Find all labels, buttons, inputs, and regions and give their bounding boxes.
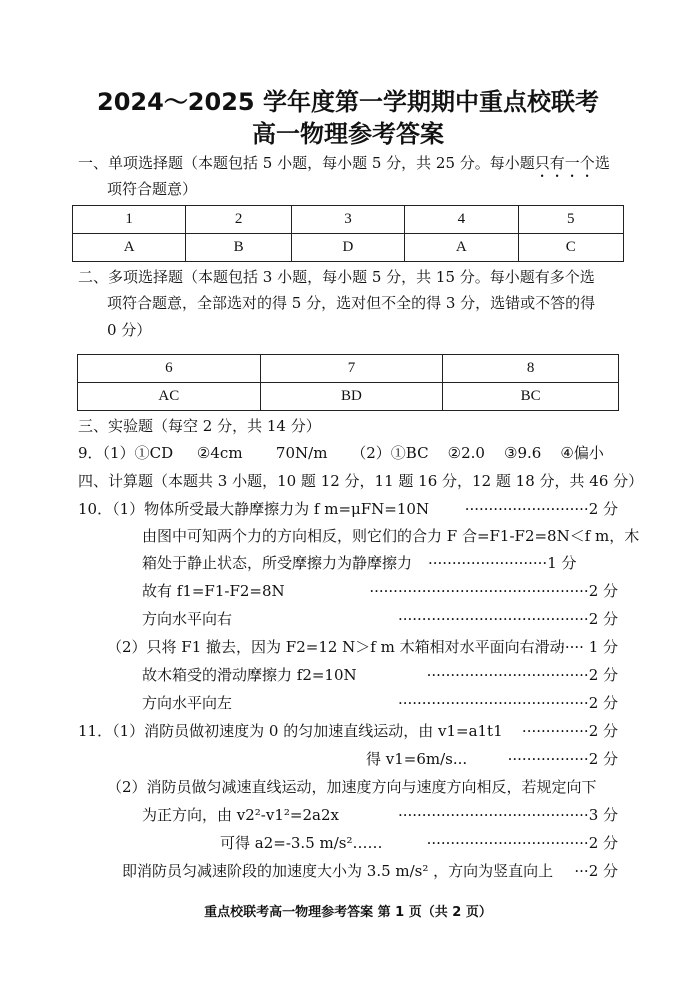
single-choice-table (72, 205, 624, 262)
question-number: 6 (78, 355, 261, 383)
section1-heading: 一、单项选择题（本题包括 5 小题，每小题 5 分，共 25 分。每小题只有一个选 (78, 154, 610, 172)
section2-heading-cont: 项符合题意，全部选对的得 5 分，选对但不全的得 3 分，选错或不答的得 (107, 294, 596, 312)
question-number: 3 (291, 206, 404, 234)
q10-line8-points: ········································2 分 (397, 694, 618, 712)
question-number: 7 (260, 355, 443, 383)
q11-line6-points: ···2 分 (574, 862, 618, 880)
question-number: 8 (443, 355, 619, 383)
answer-cell: C (518, 234, 623, 262)
doc-title: 2024～2025 学年度第一学期期中重点校联考 (97, 88, 599, 116)
question-number: 2 (186, 206, 291, 234)
answer-cell: A (405, 234, 518, 262)
section2-heading-cont2: 0 分） (107, 321, 152, 339)
table-row (78, 355, 619, 383)
q11-line5: 可得 a2=-3.5 m/s²…… (220, 834, 383, 852)
q10-line2: 由图中可知两个力的方向相反，则它们的合力 F 合=F1-F2=8N＜f m，木 (142, 527, 640, 545)
q10-line7-points: ··································2 分 (426, 666, 618, 684)
q10-line4-points: ··············································2 分 (369, 582, 618, 600)
q10-line6-points: ······ 1 分 (555, 638, 618, 656)
section2-heading: 二、多项选择题（本题包括 3 小题，每小题 5 分，共 15 分。每小题有多个选 (78, 268, 595, 286)
question-number: 1 (73, 206, 186, 234)
doc-subtitle: 高一物理参考答案 (252, 120, 444, 148)
answer-cell: B (186, 234, 291, 262)
q11-line2: 得 v1=6m/s... (366, 750, 468, 768)
q10-line6: （2）只将 F1 撤去，因为 F2=12 N＞f m 木箱相对水平面向右滑动 (107, 638, 565, 656)
q11-line5-points: ··································2 分 (426, 834, 618, 852)
question-number: 5 (518, 206, 623, 234)
q10-line4: 故有 f1=F1-F2=8N (142, 582, 285, 600)
multi-choice-table (77, 354, 619, 411)
page-footer: 重点校联考高一物理参考答案 第 1 页（共 2 页） (204, 905, 492, 920)
q10-line1: 10．（1）物体所受最大静摩擦力为 f m=μFN=10N (78, 500, 430, 518)
q10-line3-points: ·························1 分 (428, 554, 577, 572)
answer-cell: D (291, 234, 404, 262)
q11-line3: （2）消防员做匀减速直线运动，加速度方向与速度方向相反，若规定向下 (107, 778, 597, 796)
answer-cell: A (73, 234, 186, 262)
question-number: 4 (405, 206, 518, 234)
q10-line7: 故木箱受的滑动摩擦力 f2=10N (142, 666, 357, 684)
q11-line4-points: ········································3 分 (397, 806, 618, 824)
q11-line4: 为正方向，由 v2²-v1²=2a2x (142, 806, 339, 824)
q10-line8: 方向水平向左 (142, 694, 233, 712)
table-row (73, 234, 624, 262)
q11-line2-points: ·················2 分 (507, 750, 618, 768)
q10-line3: 箱处于静止状态，所受摩擦力为静摩擦力 (142, 554, 413, 572)
table-row (73, 206, 624, 234)
q11-line6: 即消防员匀减速阶段的加速度大小为 3.5 m/s² ，方向为竖直向上 (122, 862, 554, 880)
answer-cell: AC (78, 383, 261, 411)
q10-line5: 方向水平向右 (142, 610, 233, 628)
q9-answers: 9．（1）①CD ②4cm 70N/m （2）①BC ②2.0 ③9.6 ④偏小 (78, 444, 604, 462)
answer-cell: BD (260, 383, 443, 411)
q10-line5-points: ········································2 分 (397, 610, 618, 628)
q10-line1-points: ··························2 分 (464, 500, 618, 518)
section4-heading: 四、计算题（本题共 3 小题，10 题 12 分，11 题 16 分，12 题 18 分，共 46 分） (78, 472, 644, 490)
section1-heading-cont: 项符合题意） (107, 180, 198, 198)
q11-line1-points: ··············2 分 (521, 722, 618, 740)
table-row (78, 383, 619, 411)
answer-cell: BC (443, 383, 619, 411)
section3-heading: 三、实验题（每空 2 分，共 14 分） (78, 417, 321, 435)
q11-line1: 11．（1）消防员做初速度为 0 的匀加速直线运动，由 v1=a1t1 (78, 722, 503, 740)
